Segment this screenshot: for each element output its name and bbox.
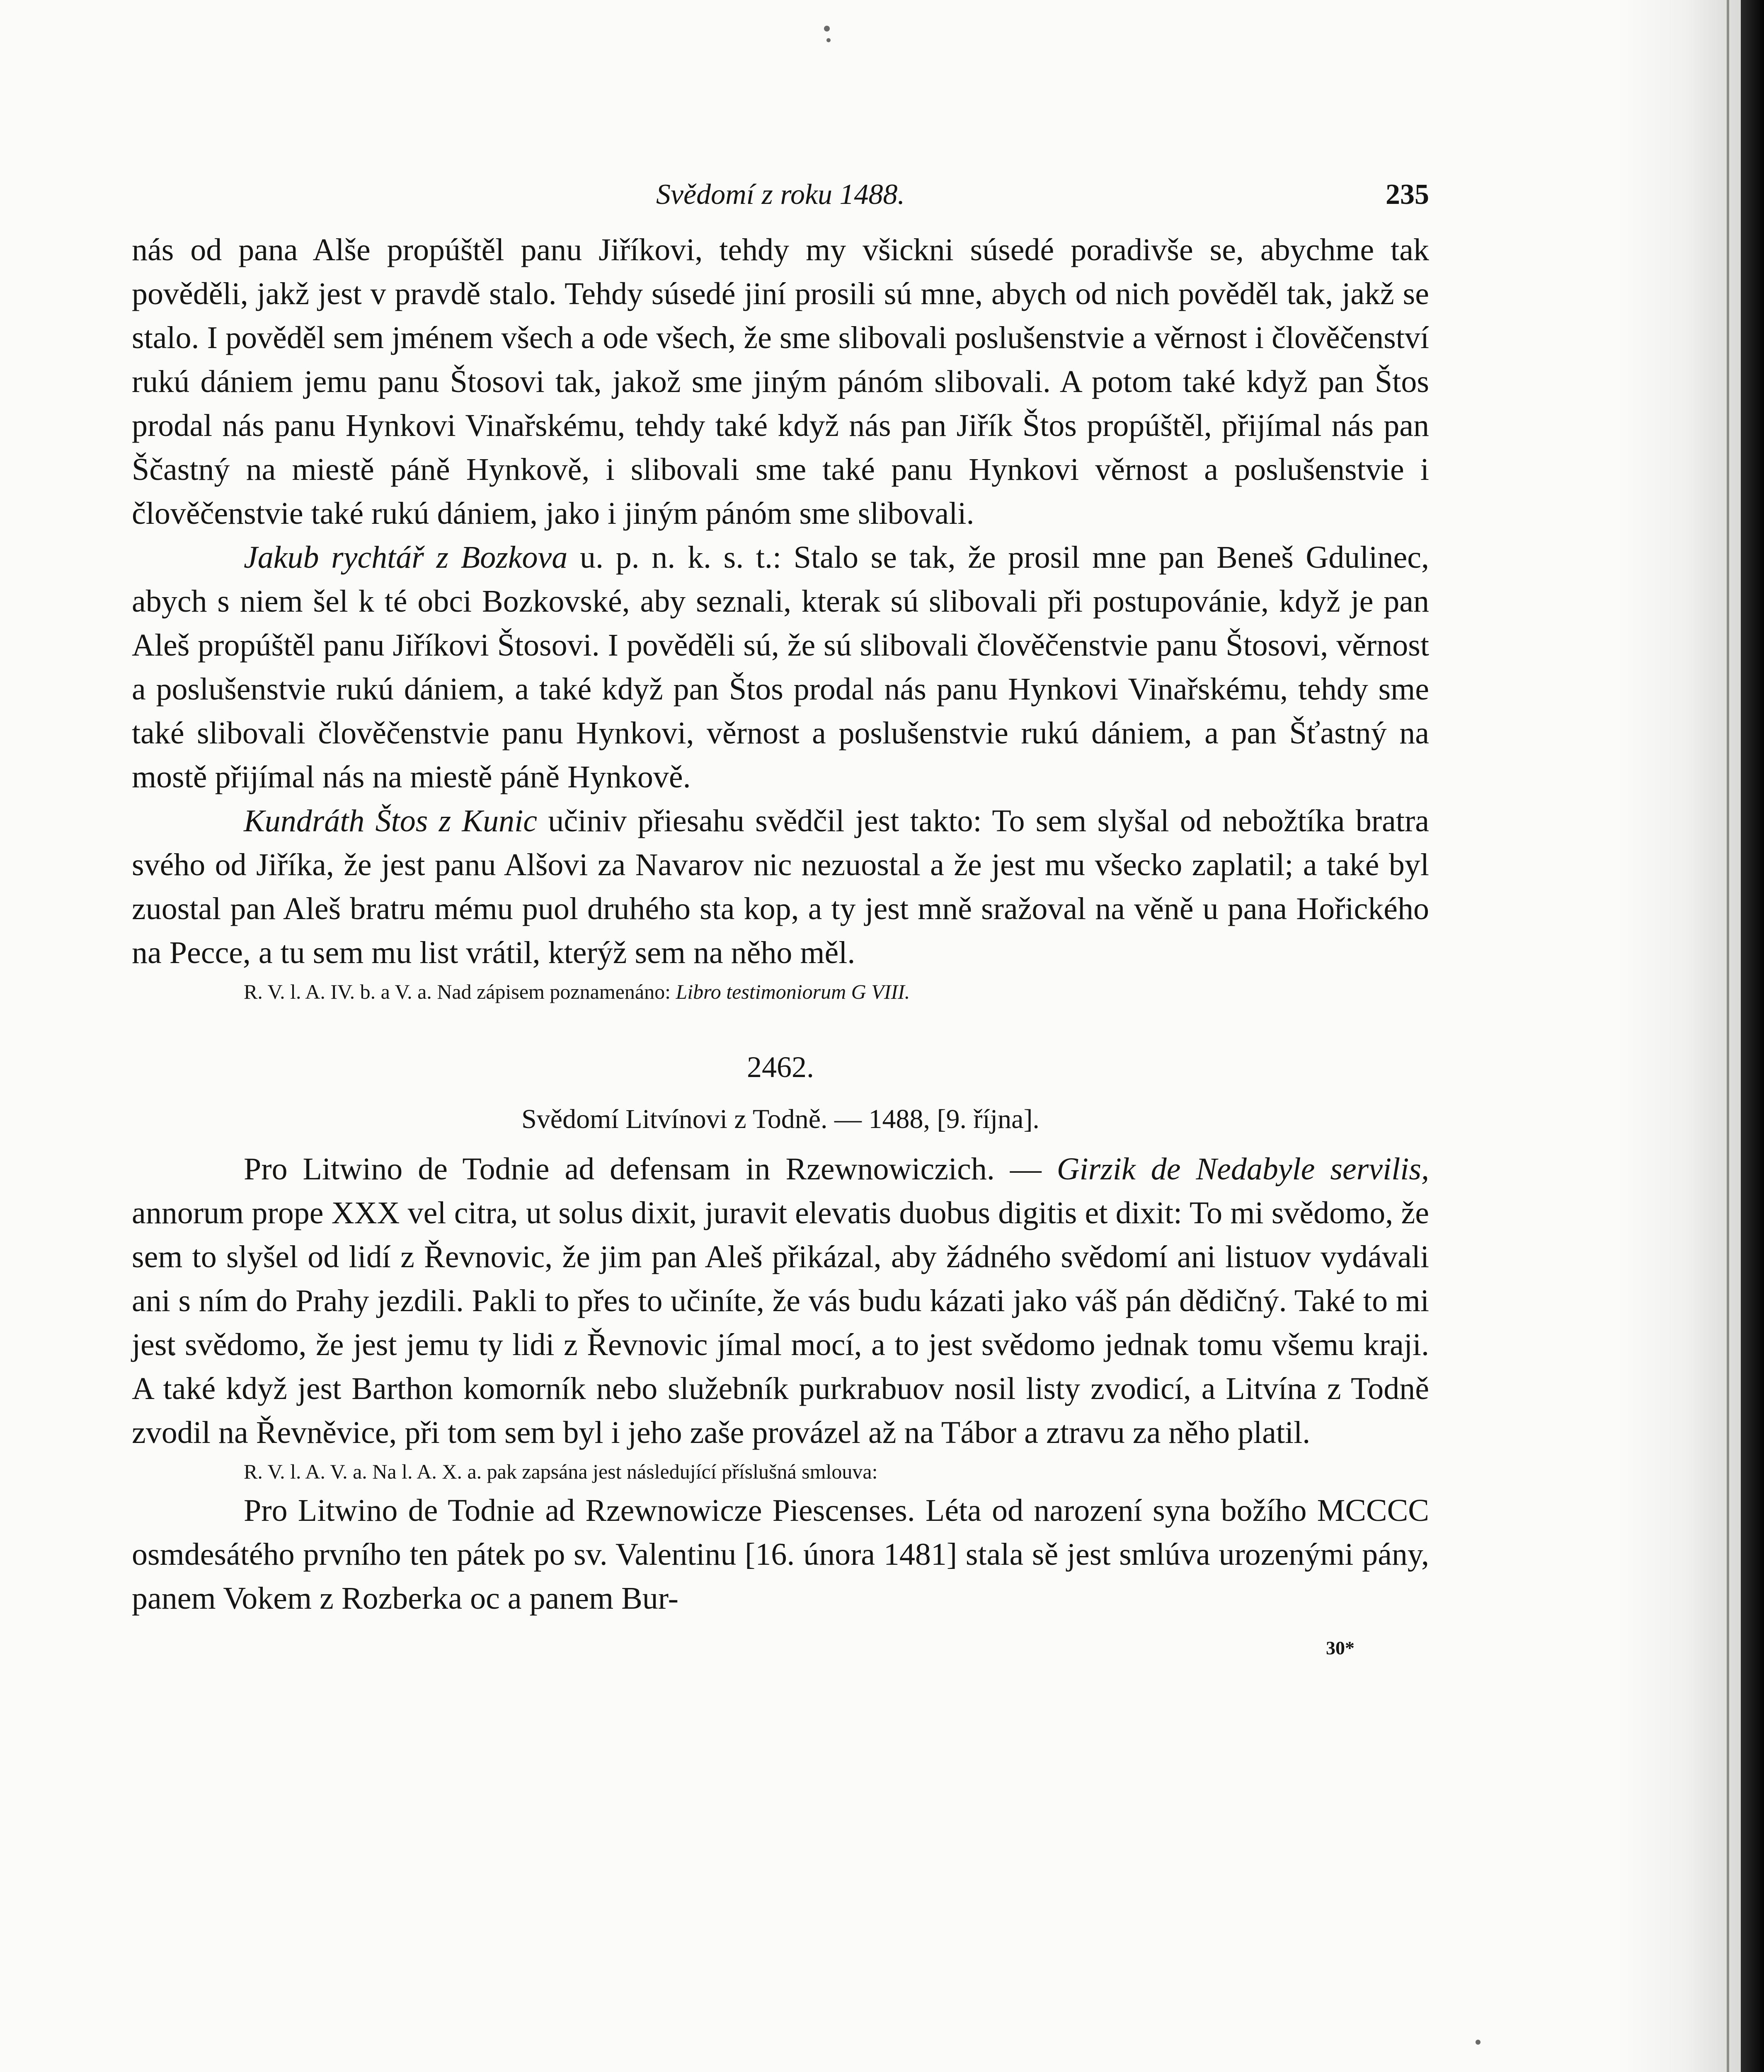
- record-heading: Pro Litwino de Todnie ad defensam in Rzewnowiczich. —: [244, 1152, 1042, 1186]
- page-fold-line: [1727, 0, 1729, 2072]
- page-edge-shadow: [1616, 0, 1741, 2072]
- testimony-text: u. p. n. k. s. t.: Stalo se tak, že prosil mne pan Beneš Gdulinec, abych s niem šel k té obci Bozkovské, aby seznali, kterak sú slibovali při postupovánie, když je pan Aleš propúštěl panu Jiříkovi Štosovi. I pověděli sú, že sú slibovali člověčenstvie panu Štosovi, věrnost a poslušenstvie rukú dániem, a také když pan Štos prodal nás panu Hynkovi Vinařskému, tehdy sme také slibovali člověčenstvie panu Hynkovi, věrnost a poslušenstvie rukú dániem, a pan Šťastný na mostě přijímal nás na miestě páně Hynkově.: [132, 540, 1429, 794]
- source-note: R. V. l. A. V. a. Na l. A. X. a. pak zapsána jest následující příslušná smlouva:: [244, 1460, 878, 1483]
- running-head: [132, 178, 1429, 228]
- agreement-paragraph: Pro Litwino de Todnie ad Rzewnowicze Piescenses. Léta od narození syna božího MCCCC osmdesátého prvního ten pátek po sv. Valentinu [16. února 1481] stala sě jest smlúva urozenými pány, panem Vokem z Rozberka oc a panem Bur-: [132, 1493, 1429, 1616]
- scan-border: [1741, 0, 1764, 2072]
- testimony-paragraph: nás od pana Alše propúštěl panu Jiříkovi, tehdy my všickni súsedé poradivše se, abychme tak pověděli, jakž jest v pravdě stalo. Tehdy súsedé jiní prosili sú mne, abych od nich pověděl tak, jakž se stalo. I pověděl sem jménem všech a ode všech, že sme slibovali poslušenstvie a věrnost i člověčenství rukú dániem jemu panu Štosovi tak, jakož sme jiným pánóm slibovali. A potom také když pan Štos prodal nás panu Hynkovi Vinařskému, tehdy také když nás pan Jiřík Štos propúštěl, přijímal nás pan Ščastný na miestě páně Hynkově, i slibovali sme také panu Hynkovi věrnost a poslušenstvie i člověčenstvie také rukú dániem, jako i jiným pánóm sme slibovali.: [132, 232, 1429, 531]
- witness-name: Kundráth Štos z Kunic: [244, 804, 537, 838]
- entry-number: 2462.: [747, 1051, 814, 1084]
- scan-speck: [1476, 2040, 1480, 2045]
- document-page: [132, 178, 1429, 1670]
- source-reference: R. V. l. A. IV. b. a V. a.: [244, 980, 432, 1003]
- witness-name: Girzik de Nedabyle servilis,: [1056, 1152, 1429, 1186]
- source-register: Libro testimoniorum G VIII.: [676, 980, 910, 1003]
- page-number: 235: [1386, 179, 1429, 211]
- testimony-text: učiniv přiesahu svědčil jest takto: To sem slyšal od nebožtíka bratra svého od Jiříka, že jest panu Alšovi za Navarov nic nezuostal a že jest mu všecko zaplatil; a také byl zuostal pan Aleš bratru mému puol druhého sta kop, a ty jest mně sražoval na věně u pana Hořického na Pecce, a tu sem mu list vrátil, kterýž sem na něho měl.: [132, 804, 1429, 970]
- signature-mark: 30*: [1326, 1637, 1354, 1658]
- source-note: [132, 975, 1429, 1009]
- running-title: Svědomí z roku 1488.: [656, 179, 905, 211]
- testimony-text: annorum prope XXX vel citra, ut solus dixit, juravit elevatis duobus digitis et dixit: To mi svědomo, že sem to slyšel od lidí z Řevnovic, že jim pan Aleš přikázal, aby žádného svědomí ani listuov vydávali ani s ním do Prahy jezdili. Pakli to přes to učiníte, že vás budu kázati jako váš pán dědičný. Také to mi jest svědomo, že jest jemu ty lidi z Řevnovic jímal mocí, a to jest svědomo jednak tomu všemu kraji. A také když jest Barthon komorník nebo služebník purkrabuov nosil listy zvodicí, a Litvína z Todně zvodil na Řevněvice, při tom sem byl i jeho zaše provázel až na Tábor a ztravu za něho platil.: [132, 1196, 1429, 1450]
- entry-title: Svědomí Litvínovi z Todně. — 1488, [9. října].: [521, 1104, 1040, 1134]
- testimony-paragraph: [132, 535, 1429, 799]
- testimony-section: [132, 228, 1429, 1670]
- testimony-paragraph: [132, 799, 1429, 975]
- scan-speck: [826, 38, 831, 42]
- testimony-paragraph: [132, 1147, 1429, 1455]
- scan-speck: [824, 26, 830, 31]
- source-comment: Nad zápisem poznamenáno:: [437, 980, 671, 1003]
- witness-name: Jakub rychtář z Bozkova: [244, 540, 568, 575]
